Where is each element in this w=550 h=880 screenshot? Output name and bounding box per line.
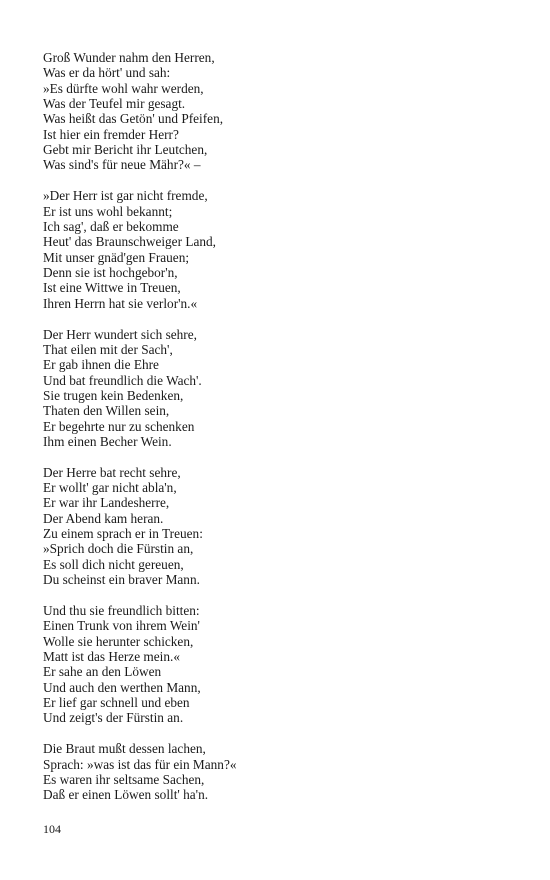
verse-line: Der Abend kam heran. <box>43 510 164 526</box>
verse-line: Und thu sie freundlich bitten: <box>43 603 200 618</box>
stanza-5 <box>43 603 523 726</box>
verse-line: Er war ihr Landesherre, <box>43 495 170 511</box>
stanza-1 <box>43 50 523 173</box>
poem-body <box>43 50 523 818</box>
page-number: 104 <box>43 822 61 836</box>
verse-line: That eilen mit der Sach', <box>43 341 173 357</box>
verse-line: Er gab ihnen die Ehre <box>43 357 159 373</box>
verse-line: Ihren Herrn hat sie verlor'n.« <box>43 295 198 311</box>
verse-line: Und zeigt's der Fürstin an. <box>43 710 184 726</box>
verse-line: Er sahe an den Löwen <box>43 664 162 680</box>
verse-line: Er wollt' gar nicht abla'n, <box>43 480 177 496</box>
verse-line: Groß Wunder nahm den Herren, <box>43 50 215 65</box>
verse-line: Gebt mir Bericht ihr Leutchen, <box>43 142 208 158</box>
verse-line: Matt ist das Herze mein.« <box>43 649 180 665</box>
verse-line: Zu einem sprach er in Treuen: <box>43 526 203 542</box>
verse-line: Und auch den werthen Mann, <box>43 679 201 695</box>
verse-line: Was der Teufel mir gesagt. <box>43 96 186 112</box>
verse-line: Sprach: »was ist das für ein Mann?« <box>43 756 237 772</box>
verse-line: Ihm einen Becher Wein. <box>43 433 172 449</box>
verse-line: Was er da hört' und sah: <box>43 65 171 81</box>
verse-line: Ich sag', daß er bekomme <box>43 218 179 234</box>
verse-line: Er ist uns wohl bekannt; <box>43 203 173 219</box>
verse-line: Ist eine Wittwe in Treuen, <box>43 280 181 296</box>
verse-line: Daß er einen Löwen sollt' ha'n. <box>43 787 209 803</box>
verse-line: Heut' das Braunschweiger Land, <box>43 234 216 250</box>
verse-line: Er begehrte nur zu schenken <box>43 418 195 434</box>
verse-line: Sie trugen kein Bedenken, <box>43 387 184 403</box>
verse-line: »Der Herr ist gar nicht fremde, <box>43 188 208 204</box>
verse-line: Der Herre bat recht sehre, <box>43 464 181 480</box>
verse-line: Die Braut mußt dessen lachen, <box>43 741 206 757</box>
verse-line: Es soll dich nicht gereuen, <box>43 556 184 572</box>
verse-line: »Sprich doch die Fürstin an, <box>43 541 194 557</box>
verse-line: Einen Trunk von ihrem Wein' <box>43 618 200 634</box>
verse-line: »Es dürfte wohl wahr werden, <box>43 80 204 96</box>
stanza-6 <box>43 741 523 802</box>
verse-line: Mit unser gnäd'gen Frauen; <box>43 249 190 265</box>
verse-line: Denn sie ist hochgebor'n, <box>43 264 178 280</box>
verse-line: Du scheinst ein braver Mann. <box>43 572 200 588</box>
stanza-3 <box>43 327 523 450</box>
verse-line: Er lief gar schnell und eben <box>43 695 190 711</box>
verse-line: Es waren ihr seltsame Sachen, <box>43 771 205 787</box>
verse-line: Der Herr wundert sich sehre, <box>43 326 197 342</box>
verse-line: Und bat freundlich die Wach'. <box>43 372 202 388</box>
verse-line: Ist hier ein fremder Herr? <box>43 126 179 142</box>
verse-line: Was sind's für neue Mähr?« – <box>43 157 201 173</box>
verse-line: Was heißt das Getön' und Pfeifen, <box>43 111 224 127</box>
stanza-4 <box>43 465 523 588</box>
verse-line: Wolle sie herunter schicken, <box>43 633 194 649</box>
stanza-2 <box>43 188 523 311</box>
verse-line: Thaten den Willen sein, <box>43 403 170 419</box>
